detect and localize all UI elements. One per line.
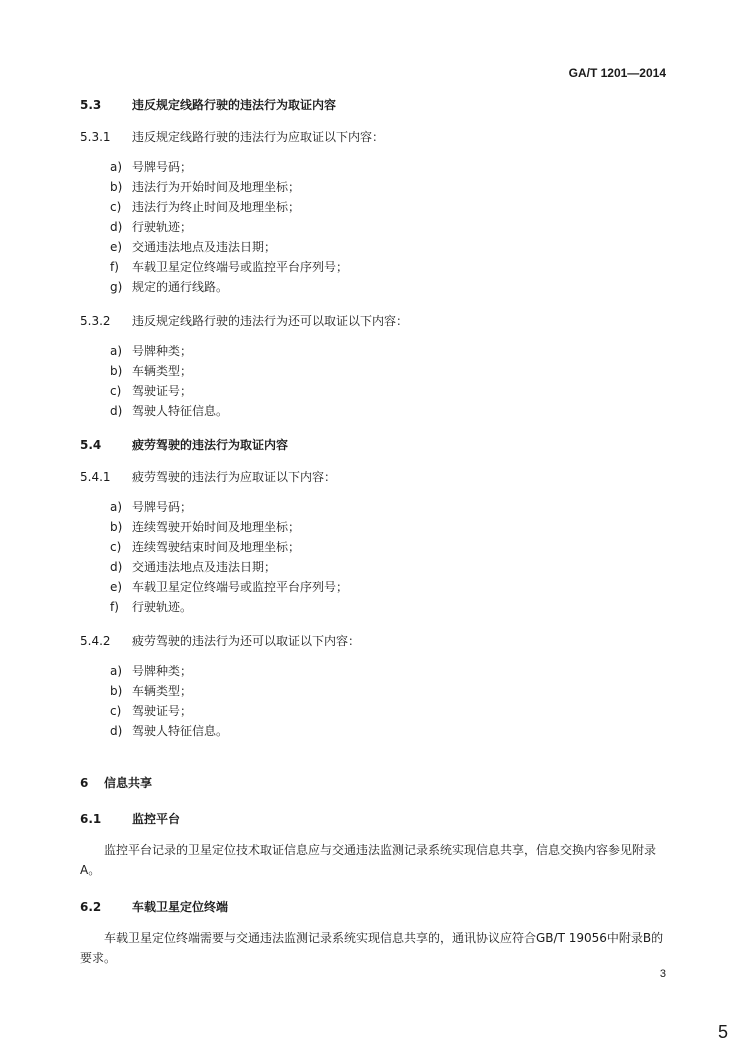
item-marker: a) — [110, 664, 123, 678]
section-number: 5.4 — [80, 438, 102, 452]
list-item — [110, 702, 670, 722]
item-marker: d) — [110, 404, 123, 418]
subsection-5-4-2 — [80, 632, 670, 650]
list-item — [110, 342, 670, 362]
item-text: 连续驾驶开始时间及地理坐标； — [132, 520, 301, 534]
item-marker: b) — [110, 520, 123, 534]
list-item — [110, 278, 670, 298]
item-text: 行驶轨迹； — [132, 220, 193, 234]
item-text: 违法行为开始时间及地理坐标； — [132, 180, 301, 194]
section-number: 5.3 — [80, 98, 102, 112]
subsection-number: 5.3.1 — [80, 130, 111, 144]
chapter-title: 信息共享 — [104, 776, 153, 790]
item-marker: f) — [110, 260, 119, 274]
list-item — [110, 578, 670, 598]
scan-page-index: 5 — [717, 1022, 728, 1042]
item-marker: a) — [110, 500, 123, 514]
list-5-3-2 — [110, 342, 670, 422]
list-item — [110, 158, 670, 178]
item-text: 连续驾驶结束时间及地理坐标； — [132, 540, 301, 554]
subsection-text: 违反规定线路行驶的违法行为应取证以下内容： — [132, 130, 385, 144]
list-item — [110, 218, 670, 238]
item-text: 行驶轨迹。 — [132, 600, 193, 614]
list-item — [110, 682, 670, 702]
section-title: 监控平台 — [132, 812, 181, 826]
item-marker: c) — [110, 540, 122, 554]
subsection-text: 疲劳驾驶的违法行为应取证以下内容： — [132, 470, 337, 484]
item-text: 违法行为终止时间及地理坐标； — [132, 200, 301, 214]
section-heading-5-4 — [80, 436, 670, 454]
subsection-number: 5.4.2 — [80, 634, 111, 648]
list-item — [110, 258, 670, 278]
list-5-4-1 — [110, 498, 670, 618]
paragraph-6-2: 车载卫星定位终端需要与交通违法监测记录系统实现信息共享的，通讯协议应符合GB/T 19056中附录B的要求。 — [80, 931, 664, 965]
section-heading-6-2 — [80, 898, 670, 916]
item-marker: a) — [110, 344, 123, 358]
section-heading-5-3 — [80, 96, 670, 114]
subsection-text: 疲劳驾驶的违法行为还可以取证以下内容： — [132, 634, 361, 648]
item-marker: e) — [110, 580, 123, 594]
list-item — [110, 362, 670, 382]
list-item — [110, 722, 670, 742]
item-marker: c) — [110, 704, 122, 718]
item-marker: b) — [110, 364, 123, 378]
list-item — [110, 538, 670, 558]
item-marker: c) — [110, 200, 122, 214]
item-text: 驾驶人特征信息。 — [132, 724, 229, 738]
item-text: 驾驶人特征信息。 — [132, 404, 229, 418]
subsection-number: 5.3.2 — [80, 314, 111, 328]
item-marker: d) — [110, 560, 123, 574]
item-marker: g) — [110, 280, 123, 294]
list-item — [110, 518, 670, 538]
list-item — [110, 662, 670, 682]
section-title: 疲劳驾驶的违法行为取证内容 — [132, 438, 289, 452]
list-item — [110, 558, 670, 578]
item-text: 号牌号码； — [132, 160, 193, 174]
section-number: 6.1 — [80, 812, 102, 826]
list-item — [110, 178, 670, 198]
item-text: 车载卫星定位终端号或监控平台序列号； — [132, 260, 349, 274]
item-text: 交通违法地点及违法日期； — [132, 560, 277, 574]
item-text: 号牌号码； — [132, 500, 193, 514]
subsection-5-4-1 — [80, 468, 670, 486]
section-title: 违反规定线路行驶的违法行为取证内容 — [132, 98, 337, 112]
item-text: 车辆类型； — [132, 684, 193, 698]
item-text: 车辆类型； — [132, 364, 193, 378]
list-item — [110, 402, 670, 422]
section-title: 车载卫星定位终端 — [132, 900, 229, 914]
list-item — [110, 198, 670, 218]
item-marker: f) — [110, 600, 119, 614]
section-heading-6-1 — [80, 810, 670, 828]
item-text: 车载卫星定位终端号或监控平台序列号； — [132, 580, 349, 594]
page-number: 3 — [659, 968, 666, 980]
item-text: 驾驶证号； — [132, 384, 193, 398]
subsection-text: 违反规定线路行驶的违法行为还可以取证以下内容： — [132, 314, 409, 328]
standard-code: GA/T 1201—2014 — [568, 66, 666, 80]
item-marker: d) — [110, 724, 123, 738]
item-marker: e) — [110, 240, 123, 254]
list-item — [110, 598, 670, 618]
item-marker: d) — [110, 220, 123, 234]
item-text: 交通违法地点及违法日期； — [132, 240, 277, 254]
item-marker: b) — [110, 180, 123, 194]
item-text: 号牌种类； — [132, 664, 193, 678]
list-item — [110, 382, 670, 402]
list-5-4-2 — [110, 662, 670, 742]
subsection-5-3-1 — [80, 128, 670, 146]
subsection-number: 5.4.1 — [80, 470, 111, 484]
chapter-heading-6 — [80, 774, 670, 792]
document-body — [80, 96, 670, 968]
item-text: 驾驶证号； — [132, 704, 193, 718]
item-text: 号牌种类； — [132, 344, 193, 358]
list-item — [110, 498, 670, 518]
item-marker: a) — [110, 160, 123, 174]
paragraph-6-1: 监控平台记录的卫星定位技术取证信息应与交通违法监测记录系统实现信息共享，信息交换内容参见附录A。 — [80, 843, 657, 877]
item-text: 规定的通行线路。 — [132, 280, 229, 294]
subsection-5-3-2 — [80, 312, 670, 330]
section-number: 6.2 — [80, 900, 102, 914]
list-item — [110, 238, 670, 258]
list-5-3-1 — [110, 158, 670, 298]
item-marker: c) — [110, 384, 122, 398]
chapter-number: 6 — [80, 776, 89, 790]
item-marker: b) — [110, 684, 123, 698]
